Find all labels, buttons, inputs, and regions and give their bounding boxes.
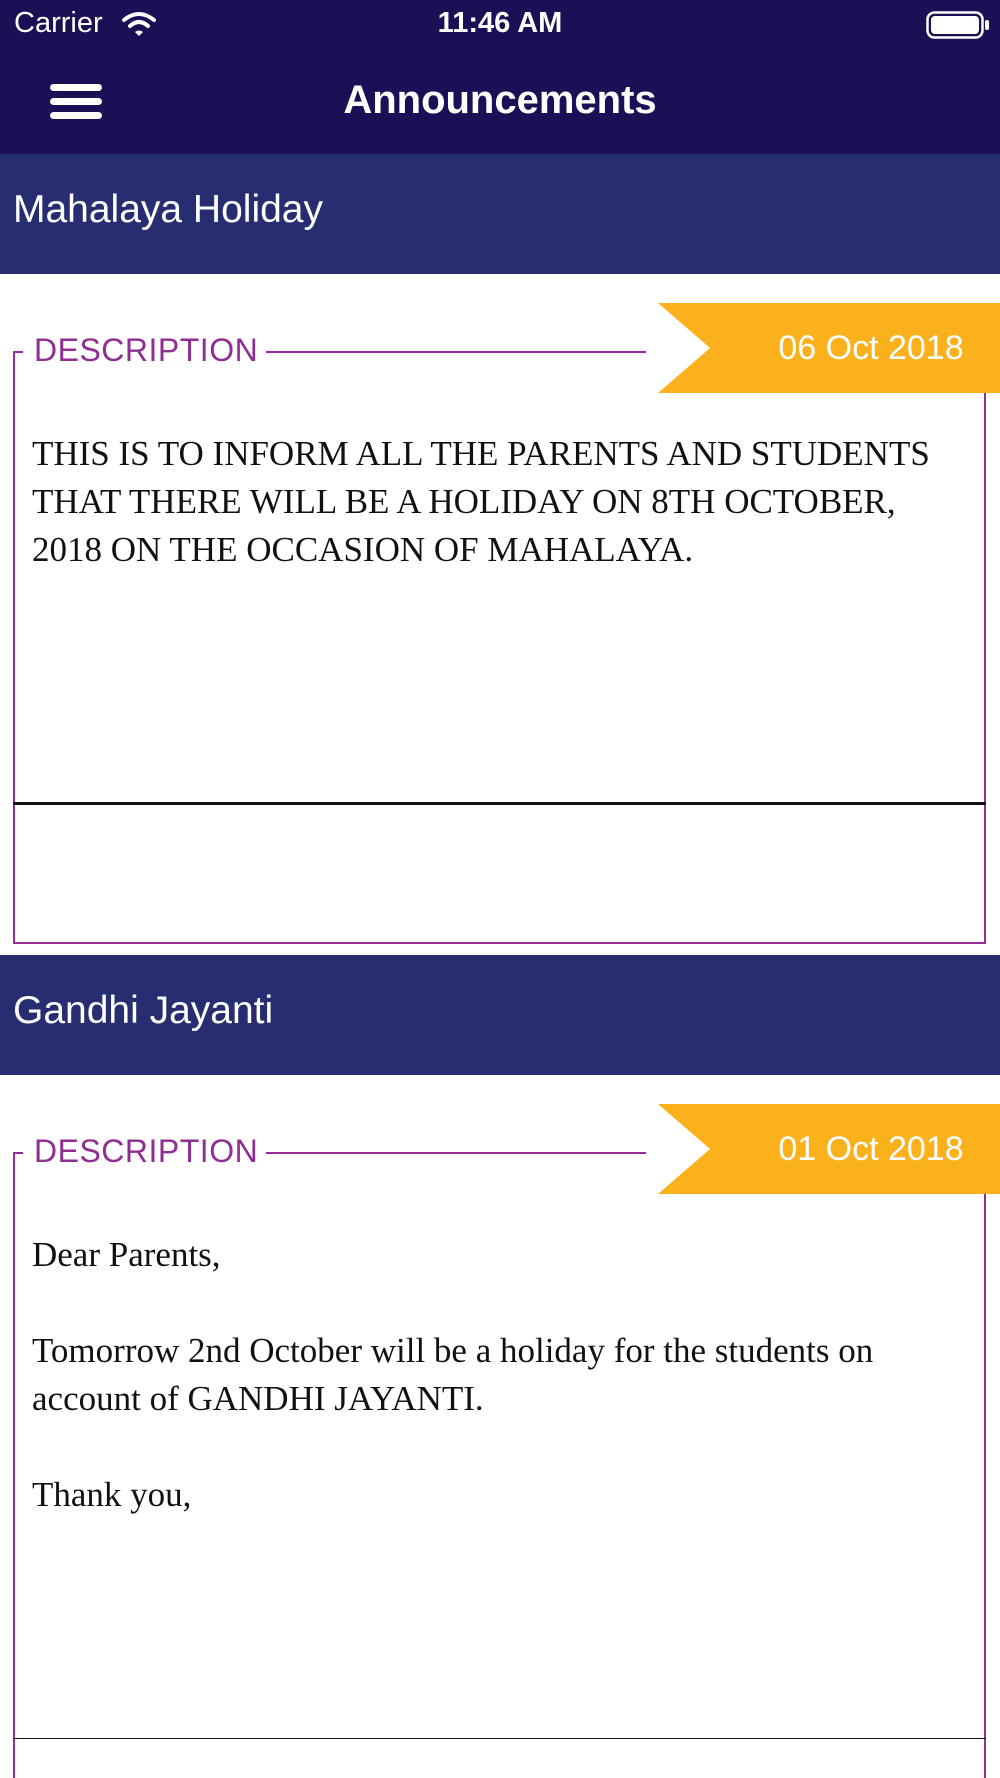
- description-label: DESCRIPTION: [34, 332, 259, 368]
- top-bar: [0, 0, 1000, 154]
- nav-bar: [0, 50, 1000, 154]
- content-divider: [13, 802, 986, 805]
- box-corner: [13, 1152, 23, 1154]
- content-divider: [13, 1738, 986, 1739]
- page-title: Announcements: [343, 78, 657, 122]
- body-paragraph: Tomorrow 2nd October will be a holiday for the students on account of GANDHI JAYANTI.: [32, 1331, 874, 1418]
- announcement-body: [32, 1231, 972, 1519]
- announcement-date: 06 Oct 2018: [778, 329, 964, 367]
- body-paragraph: Dear Parents,: [32, 1235, 221, 1274]
- announcement-header: [0, 955, 1000, 1075]
- date-ribbon: [658, 303, 1000, 393]
- body-paragraph: Thank you,: [32, 1475, 192, 1514]
- announcement-title: Gandhi Jayanti: [13, 989, 274, 1032]
- body-paragraph: THIS IS TO INFORM ALL THE PARENTS AND STUDENTS THAT THERE WILL BE A HOLIDAY ON 8TH OCTOBER, 2018 ON THE OCCASION OF MAHALAYA.: [32, 434, 930, 569]
- carrier-label: Carrier: [14, 7, 103, 39]
- status-time: 11:46 AM: [437, 7, 563, 39]
- battery-icon: [926, 11, 990, 39]
- date-ribbon: [658, 1104, 1000, 1194]
- description-rule: [266, 1152, 646, 1154]
- box-corner: [13, 351, 23, 353]
- announcement-header: [0, 154, 1000, 274]
- description-rule: [266, 351, 646, 353]
- announcement-title: Mahalaya Holiday: [13, 188, 324, 231]
- announcement-body: [32, 430, 972, 574]
- announcement-date: 01 Oct 2018: [778, 1130, 964, 1168]
- status-bar: [0, 0, 1000, 50]
- description-label: DESCRIPTION: [34, 1133, 259, 1169]
